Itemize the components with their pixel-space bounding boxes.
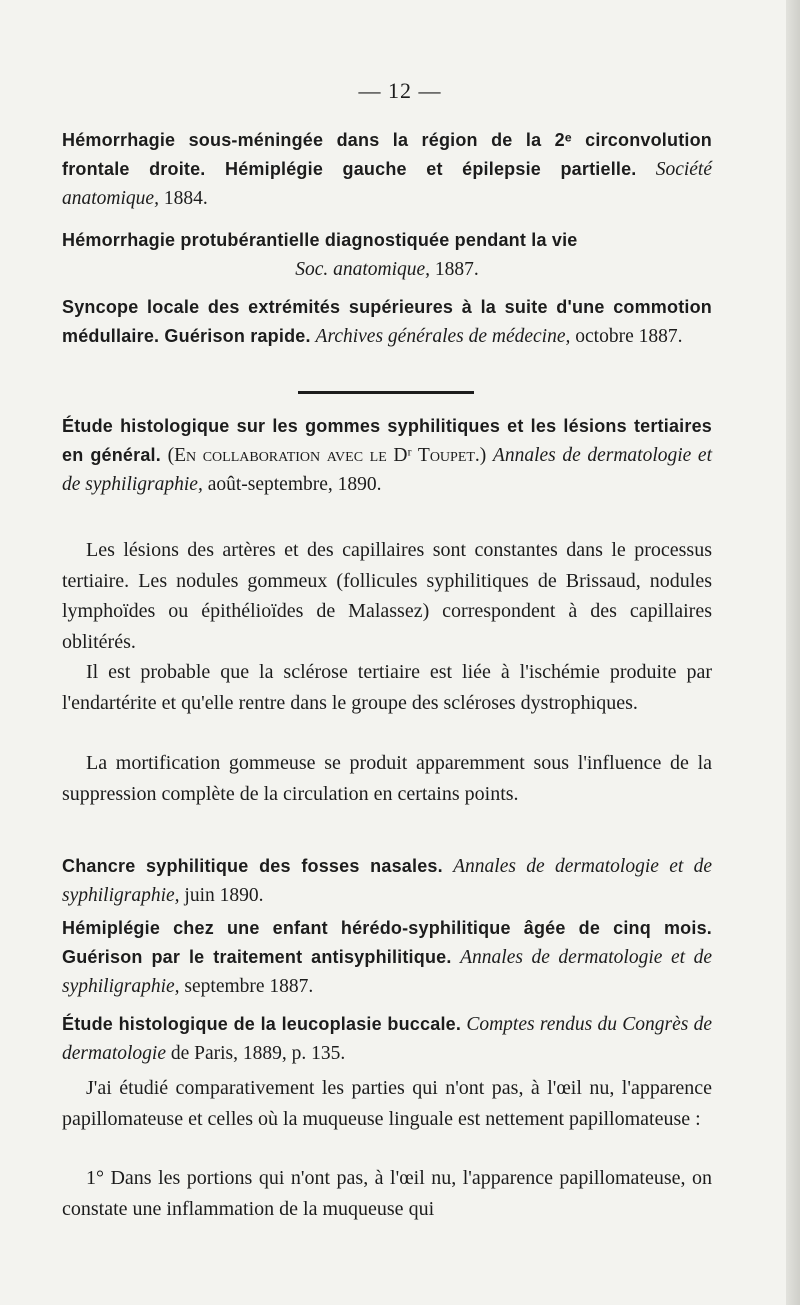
entry-collaboration: (En collaboration avec le Dʳ Toupet.) xyxy=(167,445,487,466)
section-divider xyxy=(298,391,474,394)
entry-date: 1887. xyxy=(434,259,479,280)
entry-date: 1884. xyxy=(163,188,208,209)
bibliography-entry-3 xyxy=(62,293,712,351)
entry-date: septembre 1887. xyxy=(184,976,314,997)
bibliography-entry-1 xyxy=(62,126,712,213)
entry-source: Annales de dermatologie et de syphiligraphie, xyxy=(62,947,712,997)
entry-source: Soc. anatomique, xyxy=(295,259,431,280)
bibliography-entry-2 xyxy=(62,226,712,284)
entry-source: Annales de dermatologie et de syphiligraphie, xyxy=(62,856,712,906)
body-paragraph-5: 1° Dans les portions qui n'ont pas, à l'œil nu, l'apparence papillomateuse, on constate une inflammation de la muqueuse qui xyxy=(62,1167,712,1220)
entry-source: Archives générales de médecine, xyxy=(315,326,571,347)
entry-date: de Paris, 1889, p. 135. xyxy=(170,1043,346,1064)
body-paragraph-4: J'ai étudié comparativement les parties qui n'ont pas, à l'œil nu, l'apparence papillomateuse et celles où la muqueuse linguale est nettement papillomateuse : xyxy=(62,1077,712,1130)
bibliography-entry-6 xyxy=(62,914,712,1001)
entry-source: Annales de dermatologie et de syphiligraphie, xyxy=(62,445,713,495)
entry-title: Syncope locale des extrémités supérieures à la suite d'une commotion médullaire. Guérison rapide. xyxy=(62,297,712,346)
bibliography-entry-7 xyxy=(62,1010,712,1068)
entry-title: Étude histologique sur les gommes syphilitiques et les lésions tertiaires en général. xyxy=(62,416,712,465)
entry-date: octobre 1887. xyxy=(575,326,683,347)
body-paragraph-1: Les lésions des artères et des capillaires sont constantes dans le processus tertiaire. Les nodules gommeux (follicules syphilitiques de Brissaud, nodules lymphoïdes ou épithélioïdes de Malassez) correspondent à des capillaires oblitérés. xyxy=(62,539,712,653)
body-paragraph-2: Il est probable que la sclérose tertiaire est liée à l'ischémie produite par l'endartérite et qu'elle rentre dans le groupe des scléroses dystrophiques. xyxy=(62,661,712,714)
entry-date: juin 1890. xyxy=(184,885,264,906)
body-paragraph-3: La mortification gommeuse se produit apparemment sous l'influence de la suppression complète de la circulation en certains points. xyxy=(62,752,712,805)
entry-source: Société anatomique, xyxy=(62,159,712,209)
entry-title: Hémorrhagie sous-méningée dans la région de la 2ᵉ circonvolution frontale droite. Hémiplégie gauche et épilepsie partielle. xyxy=(62,130,712,179)
entry-title: Hémiplégie chez une enfant hérédo-syphilitique âgée de cinq mois. Guérison par le traitement antisyphilitique. xyxy=(62,918,712,967)
bibliography-entry-4 xyxy=(62,412,712,499)
page-number: — 12 — xyxy=(358,78,442,103)
entry-source: Comptes rendus du Congrès de dermatologie xyxy=(62,1014,713,1064)
entry-title: Chancre syphilitique des fosses nasales. xyxy=(62,856,443,876)
entry-title: Étude histologique de la leucoplasie buccale. xyxy=(62,1014,462,1034)
entry-date: août-septembre, 1890. xyxy=(207,474,382,495)
entry-title: Hémorrhagie protubérantielle diagnostiquée pendant la vie xyxy=(62,230,578,250)
bibliography-entry-5 xyxy=(62,852,712,910)
page-edge-shadow xyxy=(786,0,800,1305)
